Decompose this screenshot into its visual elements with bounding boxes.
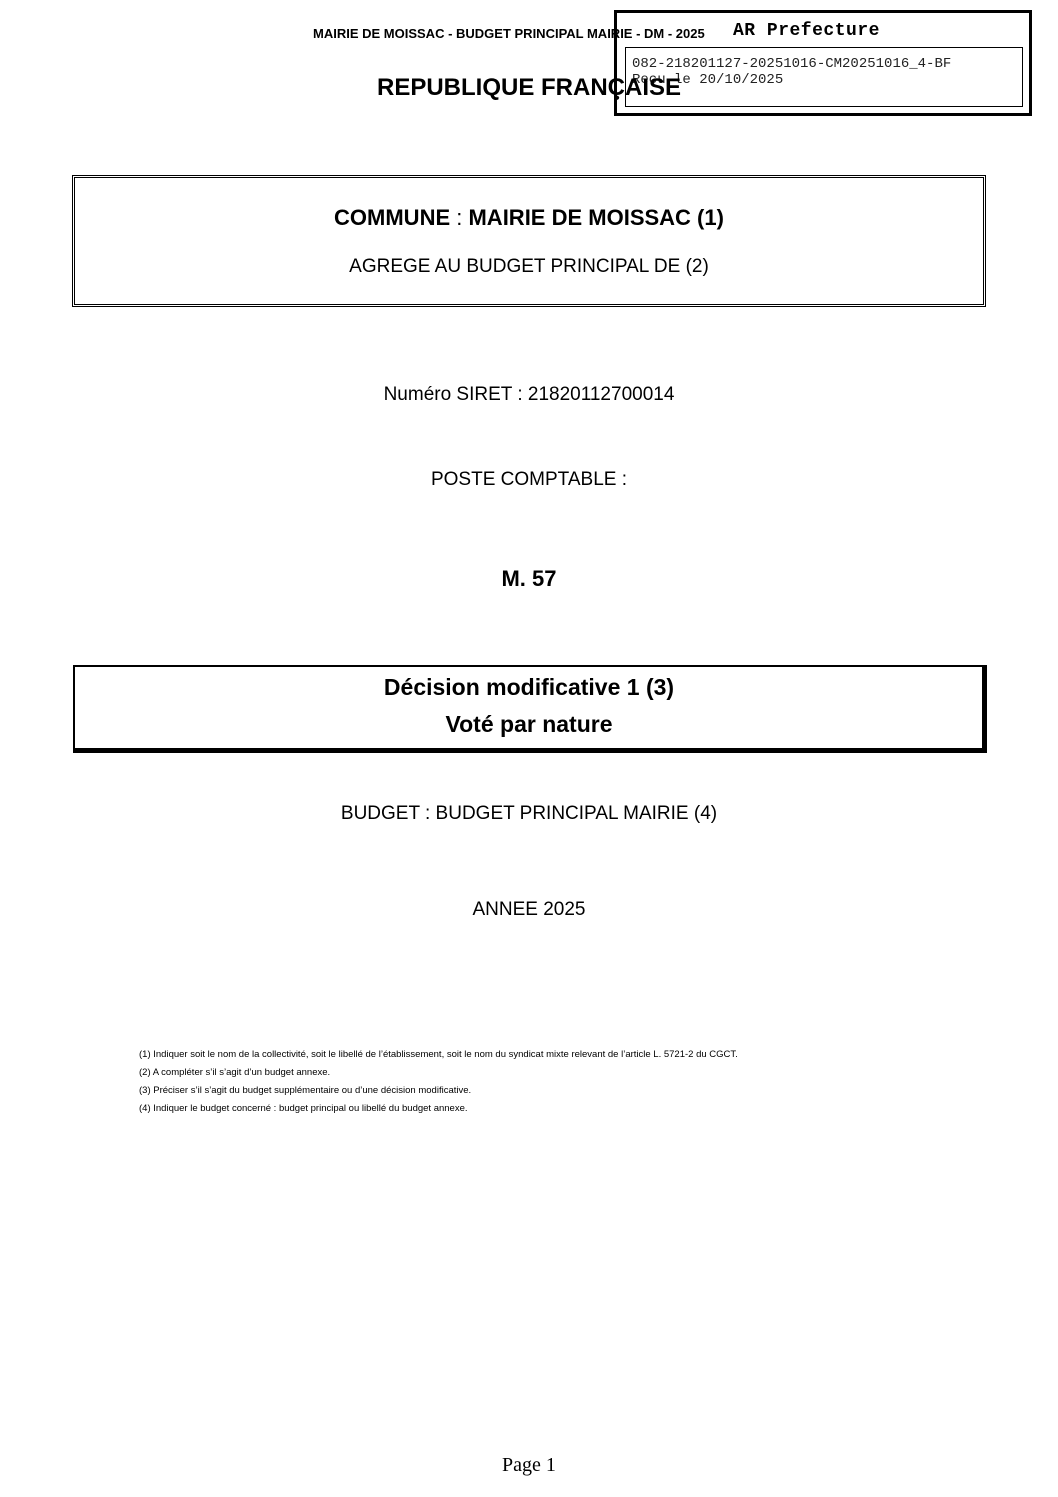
- running-header: MAIRIE DE MOISSAC - BUDGET PRINCIPAL MAIRIE - DM - 2025: [313, 26, 705, 41]
- commune-box: [72, 175, 986, 307]
- stamp-title: AR Prefecture: [733, 21, 880, 41]
- republique-title: REPUBLIQUE FRANÇAISE: [376, 74, 682, 101]
- vote-mode: Voté par nature: [445, 711, 613, 737]
- nomenclature-label: M. 57: [501, 566, 557, 591]
- stamp-reference: 082-218201127-20251016-CM20251016_4-BF: [632, 56, 952, 72]
- footnote: (1) Indiquer soit le nom de la collectivité, soit le libellé de l’établissement, soit le nom du syndicat mixte relevant de l’article L. 5721-2 du CGCT.: [139, 1049, 738, 1060]
- annee-line: ANNEE 2025: [472, 899, 586, 920]
- commune-separator: :: [450, 205, 469, 230]
- page-number: Page 1: [502, 1454, 556, 1476]
- budget-line: BUDGET : BUDGET PRINCIPAL MAIRIE (4): [340, 803, 718, 824]
- footnote: (3) Préciser s’il s’agit du budget supplémentaire ou d’une décision modificative.: [139, 1085, 472, 1096]
- stamp-received-date: Reçu le 20/10/2025: [632, 72, 784, 88]
- footnote: (2) A compléter s’il s’agit d’un budget annexe.: [139, 1067, 331, 1078]
- footnote: (4) Indiquer le budget concerné : budget principal ou libellé du budget annexe.: [139, 1103, 468, 1114]
- commune-name: MAIRIE DE MOISSAC (1): [468, 205, 724, 230]
- commune-label: COMMUNE: [334, 205, 451, 230]
- decision-title: Décision modificative 1 (3): [383, 674, 675, 700]
- poste-comptable: POSTE COMPTABLE :: [430, 469, 628, 490]
- footnotes: [139, 1046, 738, 1118]
- commune-title: [0, 205, 1058, 231]
- agrege-line: AGREGE AU BUDGET PRINCIPAL DE (2): [349, 256, 709, 277]
- siret-number: Numéro SIRET : 21820112700014: [383, 384, 675, 405]
